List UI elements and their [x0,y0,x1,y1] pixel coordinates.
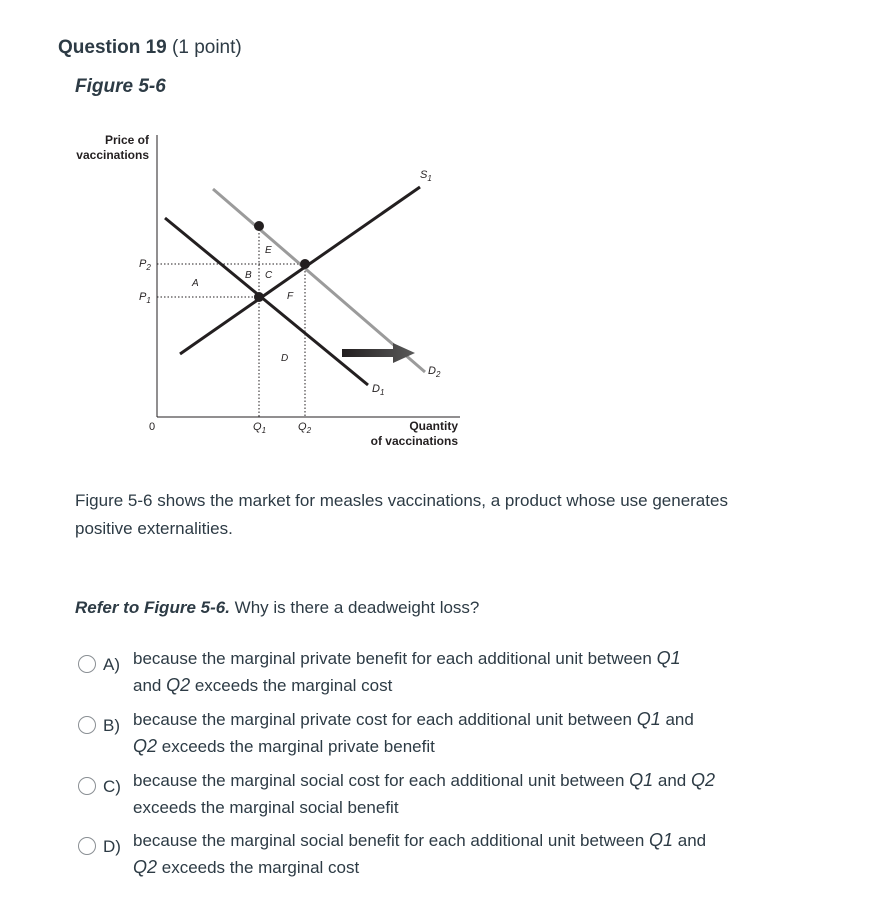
option-letter-d: D) [103,837,121,856]
radio-option-c[interactable] [78,777,96,795]
prompt-text: Why is there a deadweight loss? [229,598,480,617]
question-points: (1 point) [172,37,242,58]
area-label-f: F [287,291,294,302]
figure-title: Figure 5-6 [75,76,166,97]
area-label-c: C [265,270,273,281]
area-label-e: E [265,245,272,256]
option-letter-c: C) [103,777,121,796]
option-text-a: because the marginal private benefit for each additional unit between Q1 and Q2 exceeds the marginal cost [133,648,681,695]
shift-arrow [342,343,415,363]
curve-label-d2: $D_2$ [428,365,441,379]
point-e2 [300,259,310,269]
option-text-d: because the marginal social benefit for each additional unit between Q1 and Q2 exceeds the marginal cost [133,830,707,877]
question-number: Question 19 [58,37,167,58]
x-axis-label-line1: Quantity [409,419,458,433]
quantity-tick-q2: $Q_2$ [298,421,312,435]
point-top-q1 [254,221,264,231]
figure-description: Figure 5-6 shows the market for measles vaccinations, a product whose use generates positive externalities. [75,491,728,538]
option-text-c: because the marginal social cost for each additional unit between Q1 and Q2 exceeds the marginal social benefit [133,770,715,817]
x-axis-label-line2: of vaccinations [370,434,458,448]
price-tick-p2: $P_2$ [139,258,151,272]
radio-option-b[interactable] [78,716,96,734]
area-label-a: A [192,278,199,289]
area-label-d: D [281,353,289,364]
radio-option-d[interactable] [78,837,96,855]
origin-label: 0 [149,421,156,433]
option-letter-b: B) [103,716,120,735]
curve-label-s1: $S_1$ [420,169,432,183]
option-letter-a: A) [103,655,120,674]
option-text-b: because the marginal private cost for each additional unit between Q1 and Q2 exceeds the marginal private benefit [133,709,694,756]
figure-reference: Refer to Figure 5-6. [75,598,230,617]
point-e1 [254,292,264,302]
radio-option-a[interactable] [78,655,96,673]
question-prompt [75,598,479,618]
y-axis-label-line1: Price of [104,133,149,147]
area-label-b: B [245,270,252,281]
curve-label-d1: $D_1$ [372,383,385,397]
y-axis-label-line2: vaccinations [76,148,149,162]
quantity-tick-q1: $Q_1$ [253,421,267,435]
price-tick-p1: $P_1$ [139,291,151,305]
